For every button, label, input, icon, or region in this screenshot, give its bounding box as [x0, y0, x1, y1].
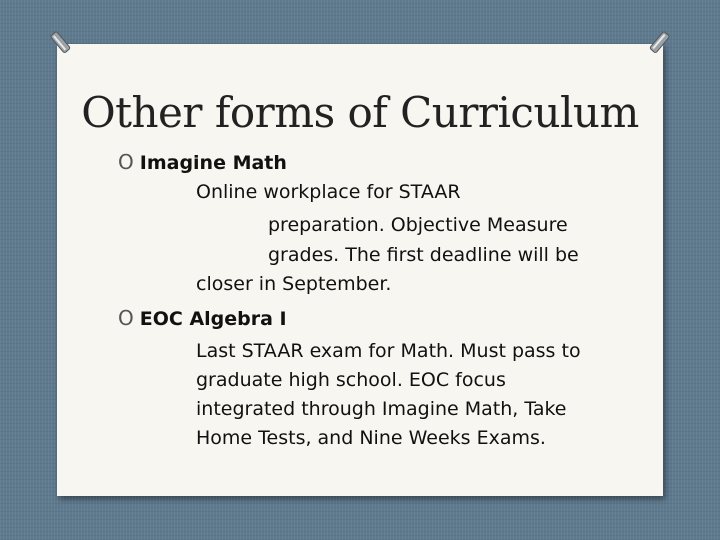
page-title: Other forms of Curriculum	[81, 88, 639, 137]
bullet-text-line: Last STAAR exam for Math. Must pass to	[196, 340, 581, 362]
bullet-heading: EOC Algebra I	[139, 308, 287, 330]
bullet-marker-icon: O	[118, 306, 134, 330]
bullet-text-line: Home Tests, and Nine Weeks Exams.	[196, 427, 546, 449]
bullet-text-line: preparation. Objective Measure	[268, 214, 568, 236]
pin-right-icon	[646, 30, 672, 56]
bullet-text-line: integrated through Imagine Math, Take	[196, 398, 567, 420]
bullet-text-line: Online workplace for STAAR	[196, 181, 461, 203]
bullet-text-line: graduate high school. EOC focus	[196, 369, 506, 391]
bullet-text-line: grades. The first deadline will be	[268, 244, 579, 266]
bullet-text-line: closer in September.	[196, 273, 392, 295]
bullet-imagine-math	[118, 150, 287, 174]
bullet-eoc-algebra	[118, 306, 287, 330]
pin-left-icon	[48, 30, 74, 56]
bullet-heading: Imagine Math	[139, 152, 287, 174]
bullet-marker-icon: O	[118, 150, 134, 174]
